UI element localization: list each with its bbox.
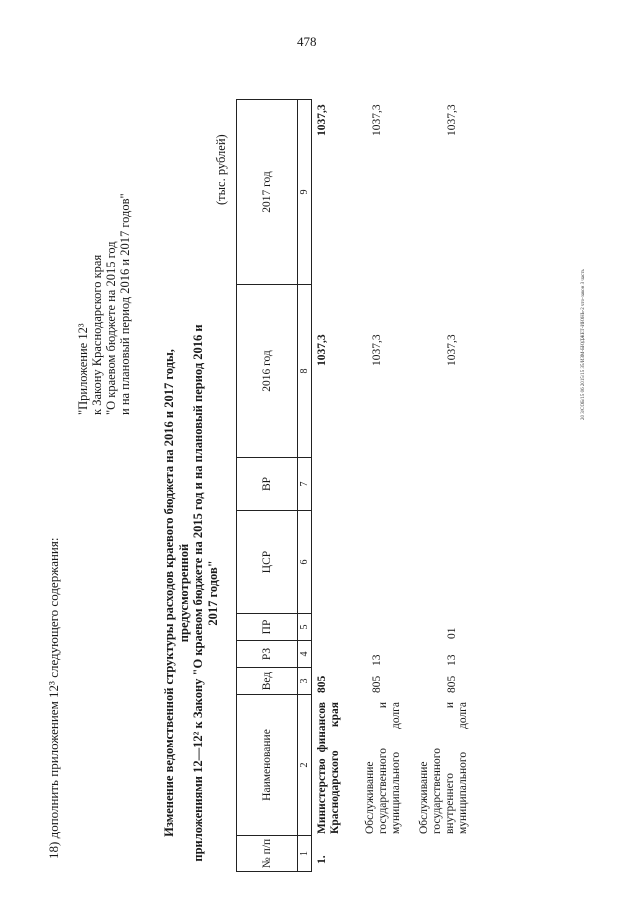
table-header-row [237,100,298,872]
footer-code: 20 3/СОБ/15 06 2015/15 35/ИЗМ-БЮДЖЕТ-ИЮНЬ-2 что-закон 3 часть [581,269,586,420]
header-rz: РЗ [237,641,298,668]
appendix-line-2: к Закону Краснодарского края [90,254,104,415]
appendix-caption [76,193,132,415]
appendix-line-1: "Приложение 12³ [76,323,90,415]
row-pr: 01 [446,627,458,639]
column-number-row [298,100,312,872]
units-label: (тыс. рублей) [214,134,228,205]
header-2016: 2016 год [237,285,298,458]
row-name: Обслуживание государственного и муниципального долга [364,702,402,834]
col-number: 6 [298,511,312,614]
row-2016: 1037,3 [316,334,328,366]
heading-line-1: Изменение ведомственной структуры расходов краевого бюджета на 2016 и 2017 годы, предусмотренной [162,349,191,837]
row-2016: 1037,3 [371,334,383,366]
row-2017: 1037,3 [371,104,383,136]
table-row [362,100,418,872]
appendix-line-4: и на плановый период 2016 и 2017 годов" [118,193,132,415]
table-body [314,100,478,872]
page-number: 478 [297,34,317,49]
table-row [418,100,478,872]
row-name: Министерство финансов Краснодарского края [316,702,341,834]
header-pr: ПР [237,614,298,641]
row-2016: 1037,3 [446,334,458,366]
col-number: 4 [298,641,312,668]
col-number: 1 [298,836,312,872]
header-vr: ВР [237,458,298,511]
header-name: Наименование [237,695,298,836]
row-ved: 805 [316,675,328,693]
row-ved: 805 [446,675,458,693]
row-rz: 13 [446,654,458,666]
intro-text: 18) дополнить приложением 12³ следующего содержания: [46,537,61,859]
col-number: 3 [298,668,312,695]
col-number: 7 [298,458,312,511]
appendix-line-3: "О краевом бюджете на 2015 год [104,241,118,415]
row-name: Обслуживание государственного внутреннего и муниципального долга [418,702,469,834]
document-heading [162,313,220,873]
row-num: 1. [316,855,328,864]
table-row [314,100,362,872]
heading-line-2: приложениями 12—12² к Закону "О краевом бюджете на 2015 год и на плановый период 2016 и 2017 годов" [191,324,220,862]
col-number: 8 [298,285,312,458]
header-csr: ЦСР [237,511,298,614]
row-ved: 805 [371,675,383,693]
col-number: 9 [298,100,312,285]
col-number: 5 [298,614,312,641]
row-rz: 13 [371,654,383,666]
header-2017: 2017 год [237,100,298,285]
header-ved: Вед [237,668,298,695]
header-num: № п/п [237,836,298,872]
row-2017: 1037,3 [316,104,328,136]
structure-table [236,99,312,872]
row-2017: 1037,3 [446,104,458,136]
col-number: 2 [298,695,312,836]
